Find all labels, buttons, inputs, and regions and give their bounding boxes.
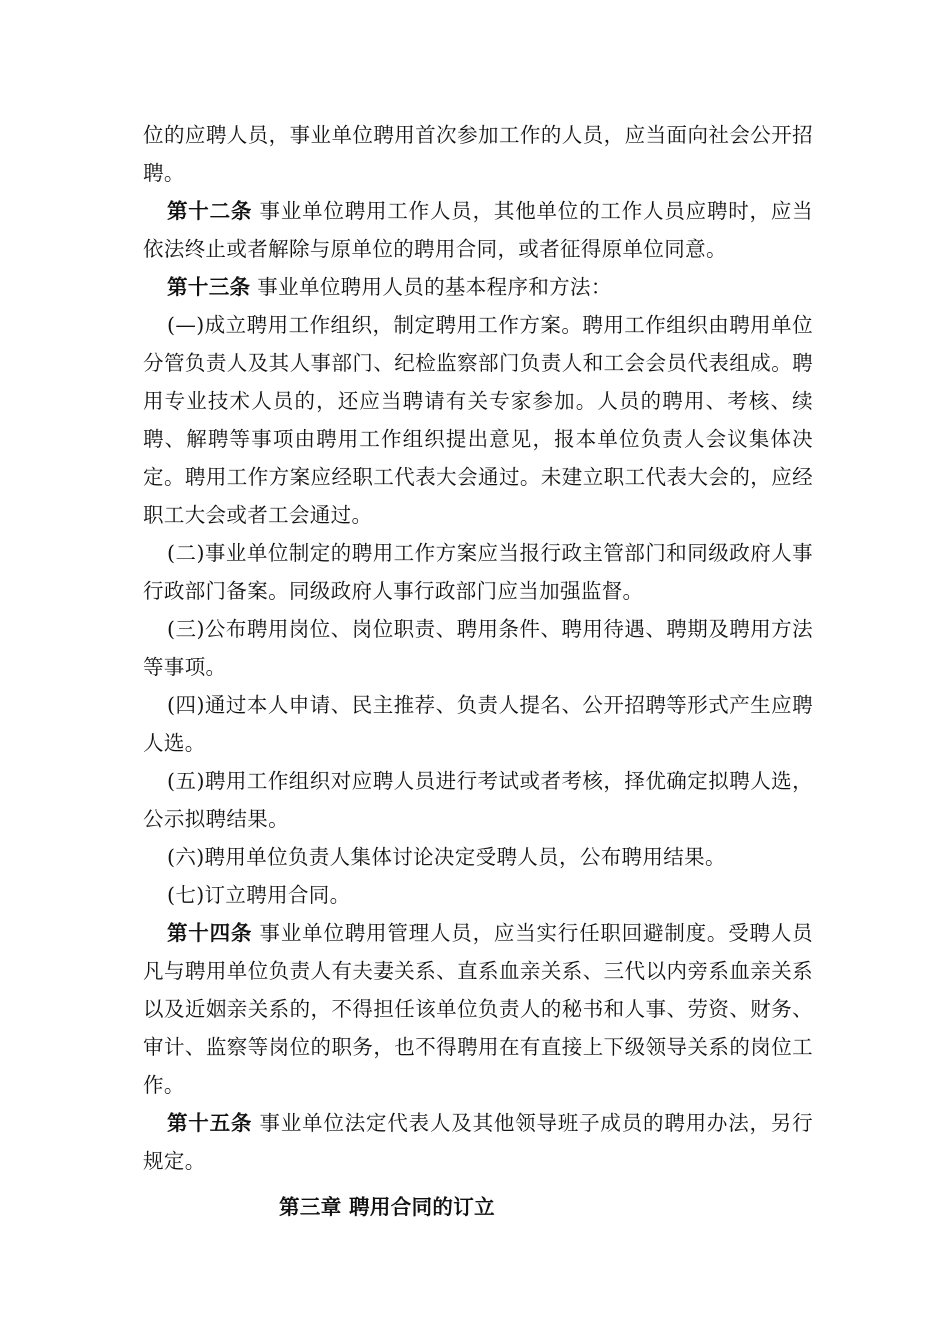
article-12: [143, 192, 813, 268]
article-13-item-1: (—)成立聘用工作组织，制定聘用工作方案。聘用工作组织由聘用单位分管负责人及其人事部门、纪检监察部门负责人和工会会员代表组成。聘用专业技术人员的，还应当聘请有关专家参加。人员的聘用、考核、续聘、解聘等事项由聘用工作组织提出意见，报本单位负责人会议集体决定。聘用工作方案应经职工代表大会通过。未建立职工代表大会的，应经职工大会或者工会通过。: [143, 313, 813, 527]
article-15-text: 事业单位法定代表人及其他领导班子成员的聘用办法，另行规定。: [143, 1111, 813, 1173]
article-12-heading: 第十二条: [167, 199, 253, 223]
article-14-heading: 第十四条: [167, 921, 253, 945]
article-13-item-2: (二)事业单位制定的聘用工作方案应当报行政主管部门和同级政府人事行政部门备案。同级政府人事行政部门应当加强监督。: [143, 541, 813, 603]
article-15: [143, 1104, 813, 1180]
article-12-text: 事业单位聘用工作人员，其他单位的工作人员应聘时，应当依法终止或者解除与原单位的聘用合同，或者征得原单位同意。: [143, 199, 813, 261]
article-13-item-3: (三)公布聘用岗位、岗位职责、聘用条件、聘用待遇、聘期及聘用方法等事项。: [143, 617, 813, 679]
continuation-paragraph: 位的应聘人员，事业单位聘用首次参加工作的人员，应当面向社会公开招聘。: [143, 123, 813, 185]
article-14: [143, 914, 813, 1104]
article-13-item-6: (六)聘用单位负责人集体讨论决定受聘人员，公布聘用结果。: [167, 845, 726, 869]
article-13-item-7: (七)订立聘用合同。: [167, 883, 351, 907]
article-13-text: 事业单位聘用人员的基本程序和方法：: [250, 275, 612, 299]
article-13-item-4: (四)通过本人申请、民主推荐、负责人提名、公开招聘等形式产生应聘人选。: [143, 693, 813, 755]
chapter-heading: 第三章 聘用合同的订立: [279, 1195, 495, 1219]
document-body: [143, 116, 813, 1226]
article-13-heading: 第十三条: [167, 275, 251, 299]
article-13-item-5: (五)聘用工作组织对应聘人员进行考试或者考核，择优确定拟聘人选，公示拟聘结果。: [143, 769, 813, 831]
article-13: [143, 268, 813, 306]
article-15-heading: 第十五条: [167, 1111, 253, 1135]
article-14-text: 事业单位聘用管理人员，应当实行任职回避制度。受聘人员凡与聘用单位负责人有夫妻关系、直系血亲关系、三代以内旁系血亲关系以及近姻亲关系的，不得担任该单位负责人的秘书和人事、劳资、财务、审计、监察等岗位的职务，也不得聘用在有直接上下级领导关系的岗位工作。: [143, 921, 813, 1097]
